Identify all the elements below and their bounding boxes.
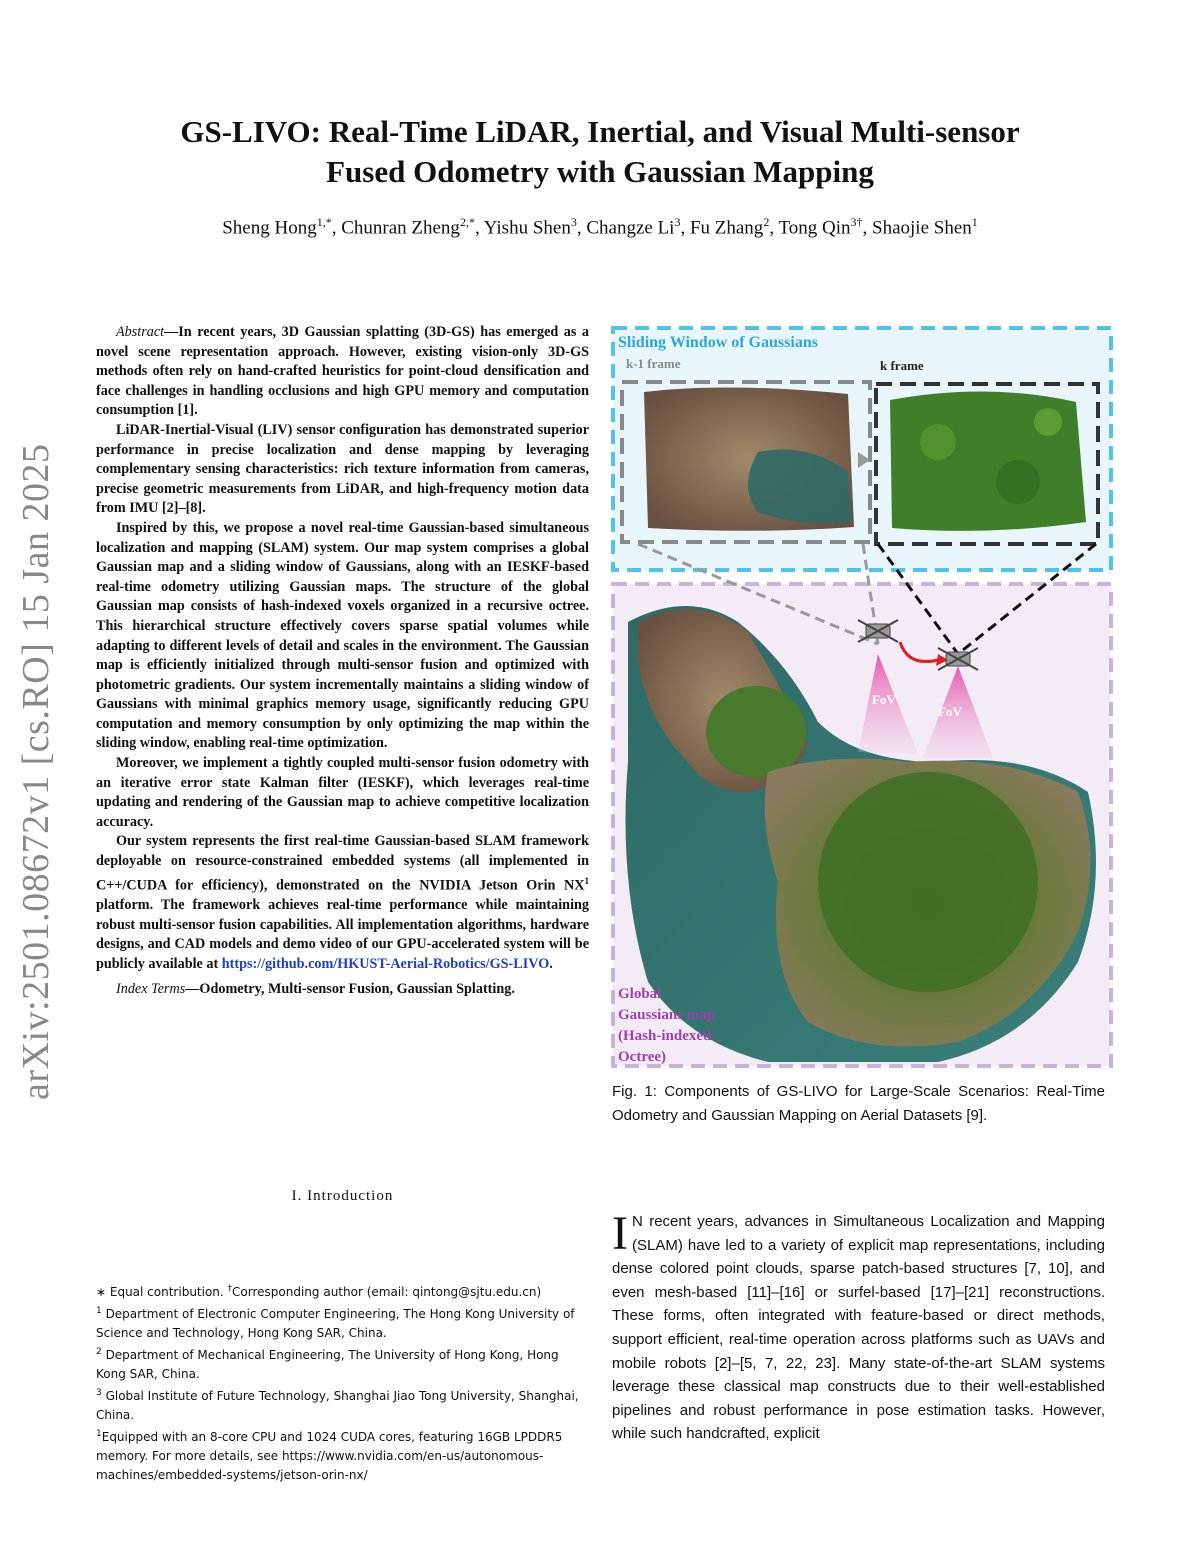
figure-caption: Fig. 1: Components of GS-LIVO for Large-Scale Scenarios: Real-Time Odometry and Gaussian Mapping on Aerial Datasets [9]. (612, 1083, 1105, 1124)
author: Yishu Shen (483, 217, 571, 239)
index-terms-label: Index Terms (116, 981, 186, 998)
title-line-2: Fused Odometry with Gaussian Mapping (326, 154, 874, 189)
island-left-vegetation (706, 686, 806, 778)
author-list: Sheng Hong$^{1,*}$, Chunran Zheng$^{2,*}$, Yishu Shen$^3$, Changze Li$^3$, Fu Zhang$^2$, Tong Qin$^{3\dagger}$, Shaojie Shen$^1$ (222, 215, 978, 239)
footnote: ∗ Equal contribution. †Corresponding author (email: qintong@sjtu.edu.cn) (96, 1284, 542, 1299)
global-map-label-2: Gaussians map (618, 1007, 716, 1023)
arxiv-stamp: arXiv:2501.08672v1 [cs.RO] 15 Jan 2025 (15, 443, 57, 1100)
dropcap: I (612, 1207, 628, 1260)
figure-1 (608, 322, 1118, 1072)
global-map-label-1: Global (618, 986, 662, 1002)
author: Chunran Zheng (341, 217, 460, 239)
github-link[interactable]: https://github.com/HKUST-Aerial-Robotics/GS-LIVO (221, 955, 550, 972)
title-line-1: GS-LIVO: Real-Time LiDAR, Inertial, and Visual Multi-sensor (180, 114, 1020, 149)
global-map-label-3: (Hash-indexed (618, 1028, 712, 1044)
author: Shaojie Shen (872, 217, 972, 239)
k1-frame-label: k-1 frame (626, 356, 681, 371)
author: Sheng Hong (222, 217, 317, 239)
footnote: $^1$Equipped with an 8-core CPU and 1024 CUDA cores, featuring 16GB LPDDR5 memory. For more details, see https://www.nvidia.com/en-us/autonomous-machines/embedded-systems/jetson-orin-nx/ (96, 1429, 563, 1482)
island-main-vegetation (818, 772, 1038, 992)
footnote: $^2$ Department of Mechanical Engineering, The University of Hong Kong, Hong Kong SAR, China. (96, 1347, 559, 1381)
author: Changze Li (586, 217, 675, 239)
abstract-label: Abstract (116, 324, 165, 340)
author: Fu Zhang (689, 217, 764, 239)
k-frame-label: k frame (880, 358, 924, 373)
sliding-window-label: Sliding Window of Gaussians (618, 334, 818, 351)
fov-label-2: FoV (938, 704, 962, 719)
footnote: $^3$ Global Institute of Future Technology, Shanghai Jiao Tong University, Shanghai, China. (96, 1388, 579, 1422)
abstract-paragraph: LiDAR-Inertial-Visual (LIV) sensor configuration has demonstrated superior performance in precise localization and dense mapping by leveraging complementary sensing characteristics: rich texture information from cameras, precise geometric measurements from LiDAR, and high-frequency motion data from IMU [2]–[8]. (96, 421, 589, 517)
abstract: Abstract—In recent years, 3D Gaussian splatting (3D-GS) has emerged as a novel scene representation approach. However, existing vision-only 3D-GS methods often rely on hand-crafted heuristics for point-cloud densification and face challenges in handling occlusions and high GPU memory and computation consumption [1]. LiDAR-Inertial-Visual (LIV) sensor configuration has demonstrated superior performance in precise localization and dense mapping by leveraging complementary sensing characteristics: rich texture information from cameras, precise geometric measurements from LiDAR, and high-frequency motion data from IMU [2]–[8]. Inspired by this, we propose a novel real-time Gaussian-based simultaneous localization and mapping (SLAM) system. Our map system comprises a global Gaussian map and a sliding window of Gaussians, along with an IESKF-based real-time odometry utilizing Gaussian maps. The structure of the global Gaussian map consists of hash-indexed voxels organized in a recursive octree. This hierarchical structure effectively covers sparse spatial volumes while adapting to different levels of detail and scales in the environment. The Gaussian map is efficiently initialized through multi-sensor fusion and optimized with photometric gradients. Our system incrementally maintains a sliding window of Gaussians with minimal graphics memory usage, significantly reducing GPU computation and memory consumption by only optimizing the map within the sliding window, enabling real-time optimization. Moreover, we implement a tightly coupled multi-sensor fusion odometry with an iterative error state Kalman filter (IESKF), which leverages real-time updating and rendering of the Gaussian map to achieve competitive localization accuracy. Our system represents the first real-time Gaussian-based SLAM framework deployable on resource-constrained embedded systems (all implemented in C++/CUDA for efficiency), demonstrated on the NVIDIA Jetson Orin $NX^1$ platform. The framework achieves real-time performance while maintaining robust multi-sensor fusion capabilities. All implementation algorithms, hardware designs, and CAD models and demo video of our GPU-accelerated system will be publicly available at https://github.com/HKUST-Aerial-Robotics/GS-LIVO. Index Terms—Odometry, Multi-sensor Fusion, Gaussian Splatting. (96, 324, 589, 998)
abstract-paragraph: Our system represents the first real-time Gaussian-based SLAM framework deployable on resource-constrained embedded systems (all implemented in C++/CUDA for efficiency), demonstrated on the NVIDIA Jetson Orin $NX^1$ platform. The framework achieves real-time performance while maintaining robust multi-sensor fusion capabilities. All implementation algorithms, hardware designs, and CAD models and demo video of our GPU-accelerated system will be publicly available at https://github.com/HKUST-Aerial-Robotics/GS-LIVO. (96, 833, 589, 972)
footnotes (96, 1280, 589, 1485)
fov-label-1: FoV (872, 692, 896, 707)
paper-title (0, 112, 1200, 192)
footnote: $^1$ Department of Electronic Computer Engineering, The Hong Kong University of Science and Technology, Hong Kong SAR, China. (96, 1306, 575, 1340)
intro-paragraph: I N recent years, advances in Simultaneous Localization and Mapping (SLAM) have led to a variety of explicit map representations, including dense colored point clouds, sparse patch-based structures [7, 10], and even mesh-based [11]–[16] or surfel-based [17]–[21] reconstructions. These forms, often integrated with feature-based or direct methods, support efficient, real-time operation across platforms such as UAVs and mobile robots [2]–[5, 7, 22, 23]. Many state-of-the-art SLAM systems leverage these classical map constructs due to their well-established pipelines and robust performance in pose estimation tasks. However, while such handcrafted, explicit (612, 1207, 1105, 1443)
author: Tong Qin (778, 217, 851, 239)
global-map-label-4: Octree) (618, 1049, 667, 1065)
abstract-paragraph: Moreover, we implement a tightly coupled multi-sensor fusion odometry with an iterative error state Kalman filter (IESKF), which leverages real-time updating and rendering of the Gaussian map to achieve competitive localization accuracy. (96, 755, 589, 830)
abstract-paragraph: Inspired by this, we propose a novel real-time Gaussian-based simultaneous localization and mapping (SLAM) system. Our map system comprises a global Gaussian map and a sliding window of Gaussians, along with an IESKF-based real-time odometry utilizing Gaussian maps. The structure of the global Gaussian map consists of hash-indexed voxels organized in a recursive octree. This hierarchical structure effectively covers sparse spatial volumes while adapting to different levels of detail and scales in the environment. The Gaussian map is efficiently initialized through multi-sensor fusion and optimized with photometric gradients. Our system incrementally maintains a sliding window of Gaussians with minimal graphics memory usage, significantly reducing GPU computation and memory consumption by only optimizing the map within the sliding window, enabling real-time optimization. (96, 519, 589, 752)
section-heading: I. Introduction (291, 1188, 394, 1204)
